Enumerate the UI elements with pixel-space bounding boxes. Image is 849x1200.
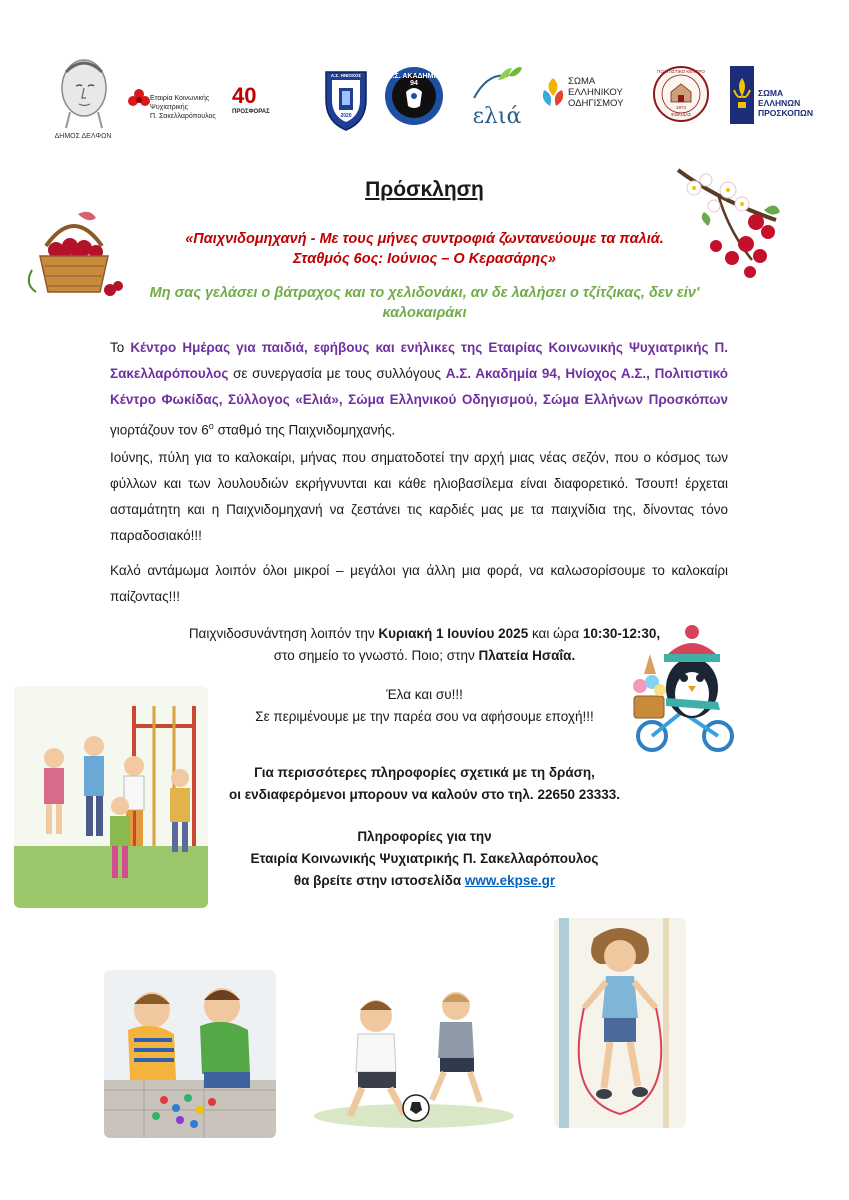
come-line2: Σε περιμένουμε με την παρέα σου να αφήσουμε εποχή!!! — [255, 709, 594, 724]
meeting-line1 — [110, 623, 739, 645]
intro-superscript: ο — [208, 421, 214, 431]
info-line2: οι ενδιαφερόμενοι μπορουν να καλούν στο τηλ. 22650 23333. — [228, 787, 621, 802]
title-wrap — [0, 178, 849, 202]
football-illustration — [300, 976, 528, 1132]
footer-info — [110, 826, 739, 892]
ekpse-logo-line1: Εταιρία Κοινωνικής Ψυχιατρικής — [150, 95, 210, 111]
seo-logo — [540, 74, 632, 114]
sep-text — [758, 88, 813, 118]
delphi-logo — [46, 52, 120, 142]
marbles-illustration — [104, 970, 276, 1138]
akadimia-logo — [384, 66, 444, 126]
meeting-details — [110, 623, 739, 667]
forty-years-sub: ΠΡΟΣΦΟΡΑΣ — [232, 109, 270, 115]
meeting-place: Πλατεία Ησαΐα. — [478, 648, 576, 663]
politistiko-year: 1974 — [675, 105, 686, 110]
sep-scout-icon — [730, 66, 754, 124]
proverb-line2: καλοκαιράκι — [382, 305, 467, 321]
footer-line1: Πληροφορίες για την — [357, 829, 492, 844]
forty-years-number: 40 — [232, 83, 257, 108]
elia-text: ελιά — [472, 104, 522, 129]
politistiko-text: ΠΟΛΙΤΙΣΤΙΚΟ ΚΕΝΤΡΟ — [657, 69, 705, 74]
info-line1: Για περισσότερες πληροφορίες σχετικά με τη δράση, — [254, 765, 595, 780]
come-along — [110, 684, 739, 728]
intro-organizer: Κέντρο Ημέρας για παιδιά, εφήβους και ενήλικες της Εταιρίας Κοινωνικής Ψυχιατρικής Π. Σακελλαρόπουλος — [110, 340, 728, 381]
intro-text-2: σε συνεργασία με τους συλλόγους — [228, 366, 446, 381]
seo-trefoil-icon — [540, 76, 566, 112]
intro-text-1: Το — [110, 340, 131, 355]
sep-text-line1: ΣΩΜΑ — [758, 88, 784, 98]
intro-text-4: σταθμό της Παιχνιδομηχανής. — [213, 422, 396, 438]
come-line1: Έλα και συ!!! — [386, 687, 463, 702]
delphi-head-icon — [46, 52, 120, 130]
meeting-line2 — [110, 645, 739, 667]
proverb-line1: Μη σας γελάσει ο βάτραχος και το χελιδονάκι, αν δε λαλήσει ο τζίτζικας, δεν είν' — [149, 285, 700, 301]
seo-text — [568, 76, 623, 109]
jump-rope-illustration — [554, 918, 686, 1128]
proverb — [110, 283, 739, 323]
ekpse-flower-icon — [128, 88, 150, 110]
elia-logo — [468, 62, 526, 128]
meeting-time: 10:30-12:30, — [582, 626, 661, 641]
sep-text-line2: ΕΛΛΗΝΩΝ — [758, 98, 801, 108]
sep-text-line3: ΠΡΟΣΚΟΠΩΝ — [758, 108, 813, 118]
iniochos-logo — [322, 66, 370, 132]
website-link[interactable]: www.ekpse.gr — [464, 873, 556, 888]
delphi-logo-text: ΔΗΜΟΣ ΔΕΛΦΩΝ — [54, 133, 112, 140]
iniochos-text: Α.Σ. ΗΝΙΟΧΟΣ — [330, 73, 362, 78]
intro-paragraph — [110, 335, 728, 444]
welcome-paragraph: Καλό αντάμωμα λοιπόν όλοι μικροί – μεγάλοι για άλλη μια φορά, να καλωσορίσουμε το καλοκαίρι παίζοντας!!! — [110, 563, 728, 604]
ekpse-logo-text — [150, 94, 232, 121]
seo-text-line3: ΟΔΗΓΙΣΜΟΥ — [568, 98, 624, 109]
seo-text-line2: ΕΛΛΗΝΙΚΟΥ — [568, 87, 623, 98]
meeting-date: Κυριακή 1 Ιουνίου 2025 — [378, 626, 529, 641]
iniochos-year: 2020 — [340, 113, 352, 119]
footer-line2: Εταιρία Κοινωνικής Ψυχιατρικής Π. Σακελλαρόπουλος — [250, 851, 599, 866]
politistiko-place: ΦΩΚΙΔΑΣ — [671, 112, 691, 117]
event-subtitle-line1: «Παιχνιδομηχανή - Με τους μήνες συντροφιά ζωντανεύουμε τα παλιά. — [185, 231, 664, 247]
footer-line3-text: θα βρείτε στην ιστοσελίδα — [293, 873, 465, 888]
intro-text-3: γιορτάζουν τον 6 — [110, 422, 209, 438]
intro-partners: Α.Σ. Ακαδημία 94, Ηνίοχος Α.Σ., Πολιτιστικό Κέντρο Φωκίδας, Σύλλογος «Ελιά», Σώμα Ελληνικού Οδηγισμού, Σώμα Ελλήνων Προσκόπων — [110, 366, 728, 407]
meeting-text-3: στο σημείο το γνωστό. Ποιο; στην — [273, 648, 479, 663]
meeting-text-1: Παιχνιδοσυνάντηση λοιπόν την — [188, 626, 379, 641]
seo-text-line1: ΣΩΜΑ — [568, 76, 596, 87]
info-contact — [110, 762, 739, 806]
footer-line3 — [110, 870, 739, 892]
event-subtitle — [140, 229, 709, 269]
june-paragraph: Ιούνης, πύλη για το καλοκαίρι, μήνας που σηματοδοτεί την αρχή μιας νέας σεζόν, που ο κόσμος των φύλλων και των λουλουδιών εκρήγνυνται και κάθε ηλιοβασίλεμα είναι διαφορετικό. Τσουπ! έρχεται ασταμάτητη και η Παιχνιδομηχανή να ζεστάνει τις καρδιές μας με τα παιχνίδια της, δίνοντας τόνο παραδοσιακό!!! — [110, 450, 728, 543]
forty-years-logo — [232, 84, 278, 124]
ekpse-logo — [128, 86, 232, 120]
event-subtitle-line2: Σταθμός 6ος: Ιούνιος – Ο Κερασάρης» — [293, 251, 556, 267]
akadimia-text: Α.Σ. ΑΚΑΔΗΜΙΑ 94 — [387, 73, 441, 87]
elia-leaf-icon — [468, 62, 526, 102]
page-title: Πρόσκληση — [365, 178, 484, 201]
sep-logo — [730, 66, 813, 124]
ekpse-logo-line2: Π. Σακελλαρόπουλος — [150, 113, 216, 120]
politistiko-logo — [652, 64, 710, 124]
meeting-text-2: και ώρα — [528, 626, 583, 641]
